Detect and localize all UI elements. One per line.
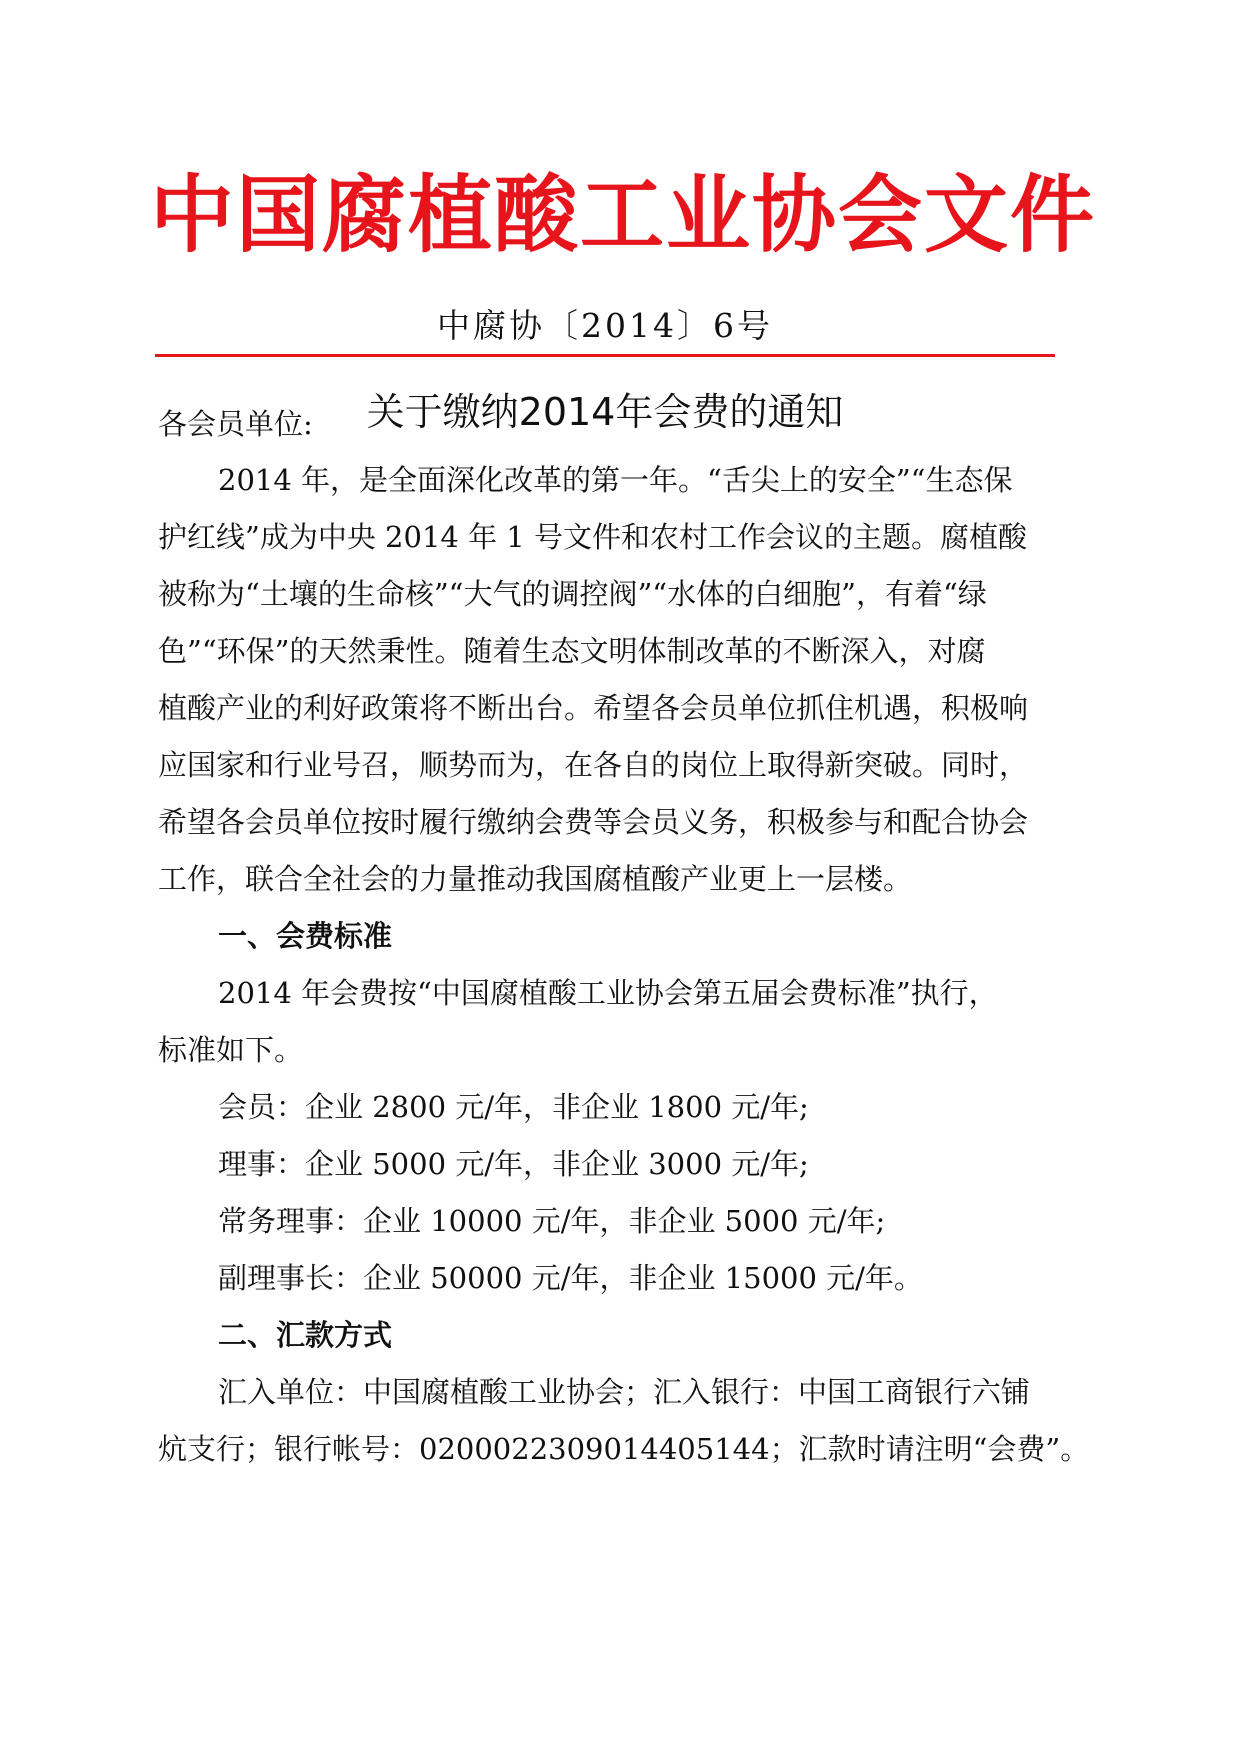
remittance-line-2: 炕支行；银行帐号：0200022309014405144；汇款时请注明“会费”。 [158, 1432, 1090, 1466]
fee-desc-line-2: 标准如下。 [158, 1033, 304, 1067]
intro-line-5: 植酸产业的利好政策将不断出台。希望各会员单位抓住机遇，积极响 [158, 691, 1029, 725]
section-heading-remittance: 二、汇款方式 [218, 1318, 393, 1352]
intro-line-1: 2014 年，是全面深化改革的第一年。“舌尖上的安全”“生态保 [218, 463, 1013, 497]
fee-item-executive-director: 常务理事：企业 10000 元/年，非企业 5000 元/年; [218, 1204, 886, 1238]
intro-line-4: 色”“环保”的天然秉性。随着生态文明体制改革的不断深入，对腐 [158, 634, 986, 668]
red-divider-line [155, 354, 1055, 357]
intro-line-6: 应国家和行业号召，顺势而为，在各自的岗位上取得新突破。同时， [158, 748, 1029, 782]
fee-desc-line-1: 2014 年会费按“中国腐植酸工业协会第五届会费标准”执行， [218, 976, 998, 1010]
salutation: 各会员单位: [158, 407, 313, 441]
fee-item-director: 理事：企业 5000 元/年，非企业 3000 元/年; [218, 1147, 809, 1181]
notice-title: 关于缴纳2014年会费的通知 [366, 390, 844, 434]
section-heading-fee-standard: 一、会费标准 [218, 919, 393, 953]
intro-line-7: 希望各会员单位按时履行缴纳会费等会员义务，积极参与和配合协会 [158, 805, 1029, 839]
intro-line-3: 被称为“土壤的生命核”“大气的调控阀”“水体的白细胞”，有着“绿 [158, 577, 987, 611]
masthead-title: 中国腐植酸工业协会文件 [150, 166, 1097, 264]
fee-item-vice-president: 副理事长：企业 50000 元/年，非企业 15000 元/年。 [218, 1261, 923, 1295]
remittance-line-1: 汇入单位：中国腐植酸工业协会；汇入银行：中国工商银行六铺 [218, 1375, 1031, 1409]
document-number: 中腐协〔2014〕6号 [437, 306, 773, 345]
intro-line-8: 工作，联合全社会的力量推动我国腐植酸产业更上一层楼。 [158, 862, 913, 896]
fee-item-member: 会员：企业 2800 元/年，非企业 1800 元/年; [218, 1090, 809, 1124]
intro-line-2: 护红线”成为中央 2014 年 1 号文件和农村工作会议的主题。腐植酸 [158, 520, 1027, 554]
